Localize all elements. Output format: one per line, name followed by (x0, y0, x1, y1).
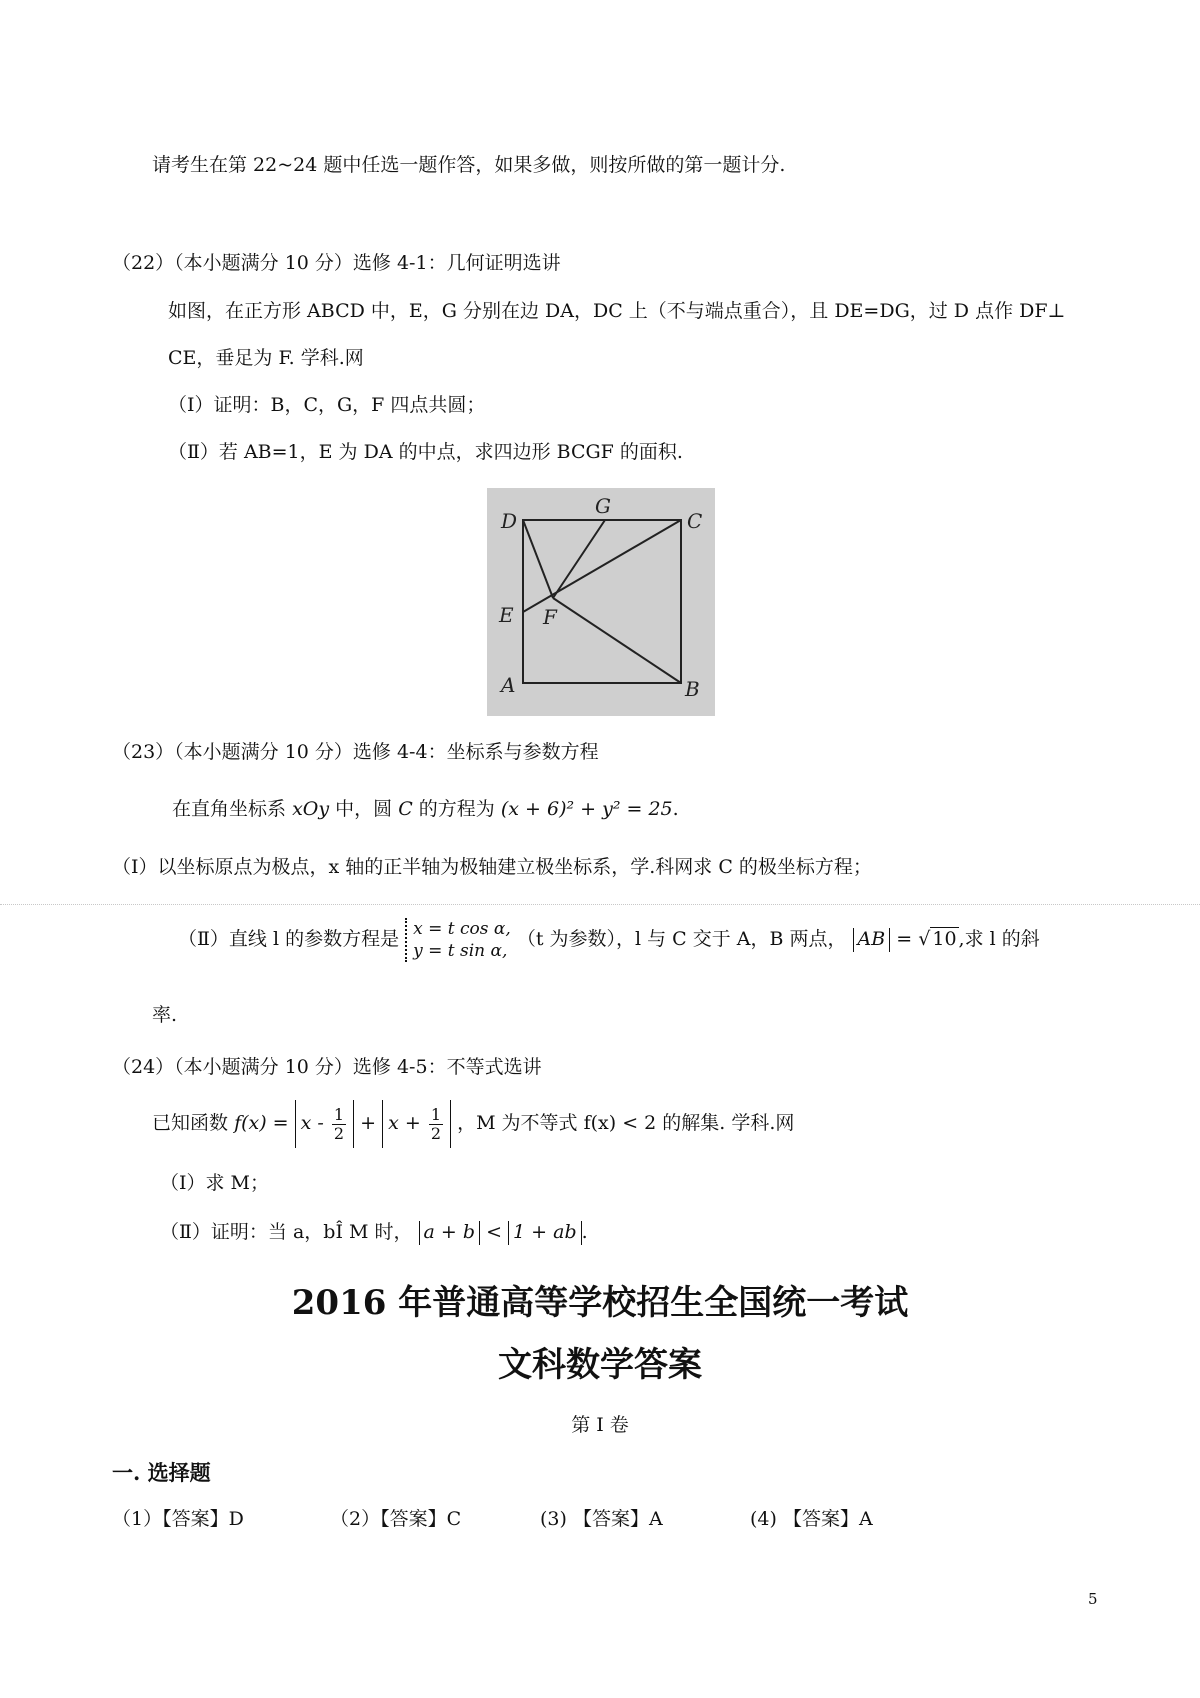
answer-item-2: （2）【答案】C (330, 1508, 462, 1530)
q22-part1: （Ⅰ）证明：B，C，G，F 四点共圆； (168, 394, 486, 416)
frac-denominator: 2 (333, 1123, 345, 1143)
geometry-figure (487, 488, 715, 716)
label-g: G (595, 494, 611, 518)
label-f: F (543, 605, 557, 629)
q24-less-than: < (486, 1221, 502, 1243)
segment-ec (523, 520, 681, 612)
q22-heading: （22）（本小题满分 10 分）选修 4-1：几何证明选讲 (112, 252, 561, 274)
q23-part1: （Ⅰ）以坐标原点为极点，x 轴的正半轴为极轴建立极坐标系，学.科网求 C 的极坐标方程； (112, 856, 872, 878)
q23-param-eq-y: y = t sin α, (413, 941, 508, 962)
q24-abs-rhs: 1 + ab (508, 1221, 582, 1245)
segment-df (523, 520, 553, 598)
q23-sqrt: √ 10 (918, 928, 957, 951)
q24-frac-half-1 (332, 1106, 346, 1142)
q23-part2-prefix: （Ⅱ）直线 l 的参数方程是 (178, 928, 400, 951)
q23-heading: （23）（本小题满分 10 分）选修 4-4：坐标系与参数方程 (112, 741, 599, 763)
q24-abs-lhs: a + b (419, 1221, 481, 1245)
page-number: 5 (1088, 1590, 1098, 1608)
q24-stem-prefix: 已知函数 (152, 1112, 229, 1135)
q23-circle-equation: (x + 6)² + y² = 25 (500, 798, 673, 820)
q23-param-eq-x: x = t cos α, (413, 919, 511, 939)
q23-part2-mid: （t 为参数），l 与 C 交于 A，B 两点， (516, 928, 847, 951)
page-divider (0, 904, 1200, 905)
q23-stem-mid2: 的方程为 (418, 798, 495, 820)
q23-part2-continuation: 率. (152, 1004, 178, 1026)
q22-stem-line1: 如图，在正方形 ABCD 中，E，G 分别在边 DA，DC 上（不与端点重合），且 DE=DG，过 D 点作 DF⊥ (168, 300, 1066, 322)
label-c: C (687, 509, 703, 533)
q24-abs-term-1 (295, 1100, 354, 1148)
q24-stem-suffix: ，M 为不等式 f(x) < 2 的解集. 学科.网 (457, 1112, 795, 1135)
instructions: 请考生在第 22~24 题中任选一题作答，如果多做，则按所做的第一题计分. (152, 154, 786, 176)
q23-stem (172, 798, 679, 821)
q23-abs-ab: AB (853, 928, 891, 952)
q24-abs-term-2 (382, 1100, 451, 1148)
q23-part2-end: ,求 l 的斜 (958, 928, 1040, 951)
label-b: B (685, 677, 700, 701)
label-e: E (499, 603, 514, 627)
q24-frac-half-2 (429, 1106, 443, 1142)
q24-part1: （Ⅰ）求 M； (160, 1172, 269, 1194)
q23-coordinate-system: xOy (292, 798, 330, 820)
q22-part2: （Ⅱ）若 AB=1，E 为 DA 的中点，求四边形 BCGF 的面积. (168, 441, 683, 463)
q24-part2 (160, 1221, 588, 1245)
answer-title-line1: 2016 年普通高等学校招生全国统一考试 (291, 1283, 909, 1323)
q24-part2-end: . (581, 1221, 588, 1243)
answer-item-4: (4) 【答案】A (750, 1508, 873, 1530)
q23-equals: = (896, 928, 913, 951)
segment-fb (553, 598, 681, 683)
q24-stem (152, 1100, 794, 1148)
q23-stem-end: . (672, 798, 679, 820)
q23-stem-prefix: 在直角坐标系 (172, 798, 287, 820)
q23-part2 (178, 918, 1040, 962)
frac-denominator: 2 (430, 1123, 442, 1143)
square-outline (523, 520, 681, 683)
label-a: A (501, 673, 516, 697)
q22-stem-line2: CE，垂足为 F. 学科.网 (168, 347, 364, 369)
q24-heading: （24）（本小题满分 10 分）选修 4-5：不等式选讲 (112, 1056, 542, 1078)
square-abcd-diagram (487, 488, 715, 716)
answer-item-3: (3) 【答案】A (540, 1508, 663, 1530)
q23-stem-mid: 中，圆 (335, 798, 393, 820)
answer-section-heading: 一. 选择题 (112, 1460, 211, 1485)
q24-plus: + (360, 1112, 377, 1135)
q24-part2-prefix: （Ⅱ）证明：当 a，bÎ M 时， (160, 1221, 413, 1243)
q23-sqrt-radicand: 10 (932, 928, 957, 951)
q24-function-name: f(x) = (234, 1112, 289, 1135)
answer-title-line2: 文科数学答案 (498, 1345, 702, 1385)
q23-circle-name: C (398, 798, 413, 820)
frac-numerator: 1 (333, 1105, 345, 1124)
segment-fg (553, 520, 605, 598)
frac-numerator: 1 (430, 1105, 442, 1124)
q23-parametric-system (405, 918, 511, 962)
q24-abs2-expr: x + (388, 1112, 421, 1135)
answer-volume: 第 I 卷 (571, 1414, 629, 1436)
q24-abs1-expr: x - (300, 1112, 324, 1135)
answer-item-1: （1）【答案】D (112, 1508, 244, 1530)
label-d: D (501, 509, 518, 533)
